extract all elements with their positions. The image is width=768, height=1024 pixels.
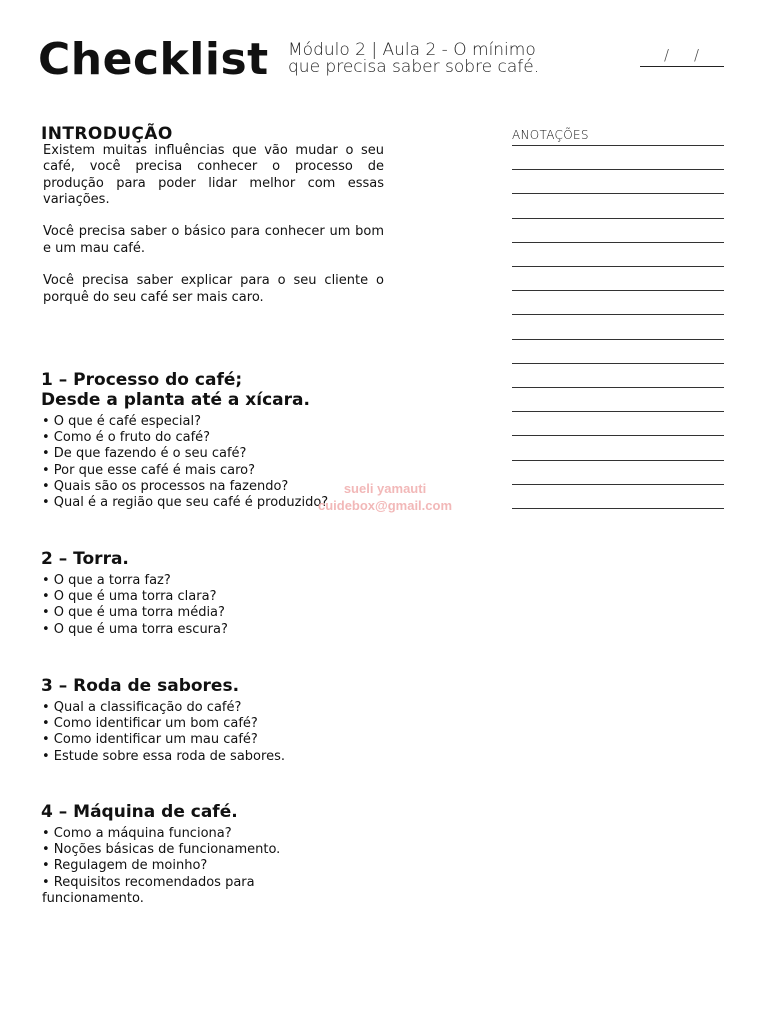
checklist-item: • O que é café especial? bbox=[42, 414, 201, 429]
checklist-item: • Qual é a região que seu café é produzido? bbox=[42, 495, 329, 511]
notes-line[interactable] bbox=[512, 484, 724, 485]
notes-line[interactable] bbox=[512, 339, 724, 340]
section-heading bbox=[41, 370, 401, 410]
date-separator-1: / bbox=[664, 46, 670, 64]
checklist-item: • Por que esse café é mais caro? bbox=[42, 462, 256, 478]
checklist-item: • Noções básicas de funcionamento. bbox=[42, 842, 281, 858]
notes-line[interactable] bbox=[512, 290, 724, 291]
checklist-item: • Como identificar um mau café? bbox=[42, 732, 258, 748]
checklist-item: • O que a torra faz? bbox=[42, 573, 171, 588]
checklist-item: • Como é o fruto do café? bbox=[42, 430, 211, 446]
notes-line[interactable] bbox=[512, 242, 724, 243]
date-field[interactable] bbox=[640, 48, 724, 67]
notes-line[interactable] bbox=[512, 460, 724, 461]
notes-line[interactable] bbox=[512, 218, 724, 219]
intro-paragraph: Você precisa saber explicar para o seu cliente o porquê do seu café ser mais caro. bbox=[43, 273, 384, 305]
checklist-item: • O que é uma torra clara? bbox=[42, 589, 217, 605]
subtitle-line-1: Módulo 2 | Aula 2 - O mínimo bbox=[288, 40, 536, 60]
watermark bbox=[300, 480, 470, 514]
watermark-email: cuidebox@gmail.com bbox=[317, 498, 453, 513]
notes-line[interactable] bbox=[512, 266, 724, 267]
date-separator-2: / bbox=[694, 46, 700, 64]
page-subtitle bbox=[288, 42, 539, 76]
checklist-item: • Como a máquina funciona? bbox=[42, 826, 232, 841]
section-roda-de-sabores bbox=[41, 676, 401, 765]
checklist-item: • De que fazendo é o seu café? bbox=[42, 446, 247, 462]
section-heading: 4 – Máquina de café. bbox=[41, 802, 238, 822]
checklist-item: • Como identificar um bom café? bbox=[42, 716, 258, 732]
checklist-item: • O que é uma torra média? bbox=[42, 605, 225, 621]
notes-line[interactable] bbox=[512, 508, 724, 509]
notes-line[interactable] bbox=[512, 363, 724, 364]
checklist-item: • O que é uma torra escura? bbox=[42, 621, 228, 637]
notes-line[interactable] bbox=[512, 169, 724, 170]
watermark-name: sueli yamauti bbox=[343, 481, 427, 496]
notes-line[interactable] bbox=[512, 435, 724, 436]
checklist-item: • Regulagem de moinho? bbox=[42, 858, 208, 874]
checklist bbox=[42, 573, 401, 638]
checklist-item: • Qual a classificação do café? bbox=[42, 700, 242, 715]
checklist bbox=[42, 826, 321, 907]
intro-heading: INTRODUÇÃO bbox=[41, 124, 173, 144]
checklist bbox=[42, 700, 401, 765]
notes-line[interactable] bbox=[512, 314, 724, 315]
checklist-item: • Requisitos recomendados para funcionamento. bbox=[42, 874, 255, 906]
section-maquina-de-cafe bbox=[41, 802, 321, 907]
section-heading-line-2: Desde a planta até a xícara. bbox=[41, 390, 310, 410]
intro-paragraph: Você precisa saber o básico para conhecer um bom e um mau café. bbox=[43, 224, 384, 256]
checklist-item: • Estude sobre essa roda de sabores. bbox=[42, 748, 285, 764]
intro-body bbox=[43, 143, 384, 322]
notes-line[interactable] bbox=[512, 411, 724, 412]
intro-paragraph: Existem muitas influências que vão mudar o seu café, você precisa conhecer o processo de produção para poder lidar melhor com essas variações. bbox=[43, 143, 384, 207]
notes-line[interactable] bbox=[512, 193, 724, 194]
checklist-item: • Quais são os processos na fazendo? bbox=[42, 478, 289, 494]
section-heading: 2 – Torra. bbox=[41, 549, 129, 569]
section-torra bbox=[41, 549, 401, 638]
section-heading-line-1: 1 – Processo do café; bbox=[41, 370, 243, 390]
page-title: Checklist bbox=[38, 34, 269, 85]
notes-heading: ANOTAÇÕES bbox=[512, 128, 589, 142]
notes-line[interactable] bbox=[512, 145, 724, 146]
section-heading: 3 – Roda de sabores. bbox=[41, 676, 240, 696]
subtitle-line-2: que precisa saber sobre café. bbox=[288, 57, 540, 77]
notes-line[interactable] bbox=[512, 387, 724, 388]
